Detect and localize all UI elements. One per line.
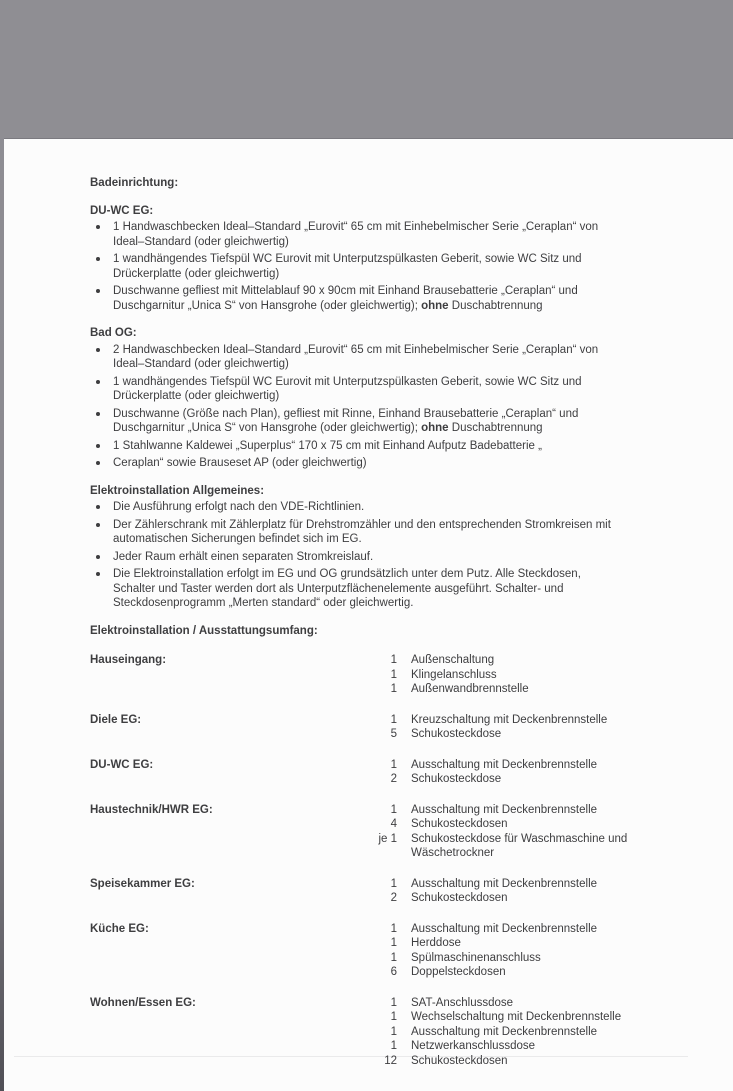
bullet-dot <box>96 289 100 293</box>
bullet-item <box>90 375 669 404</box>
bullet-list-du-wc-eg <box>90 220 669 313</box>
equipment-table <box>90 653 669 1068</box>
item-text-line: Netzwerkanschlussdose <box>411 1040 536 1052</box>
table-row <box>90 877 669 906</box>
item-text-line: Außenwandbrennstelle <box>411 683 529 695</box>
items-column <box>367 877 669 906</box>
item-description <box>411 727 501 742</box>
bullet-text-line <box>113 357 669 372</box>
item-description <box>411 803 597 818</box>
text-segment: Die Elektroinstallation erfolgt im EG und OG grundsätzlich unter dem Putz. Alle Steckdosen, <box>113 568 581 580</box>
section-heading-du-wc-eg: DU-WC EG: <box>90 204 154 217</box>
item-description <box>411 951 541 966</box>
text-segment: Duschwanne gefliest mit Mittelablauf 90 x 90cm mit Einhand Brausebatterie „Ceraplan“ und <box>113 285 578 297</box>
bullet-text-line <box>113 567 669 582</box>
item-row <box>367 922 669 937</box>
bullet-text-line <box>113 343 669 358</box>
item-text-line: Außenschaltung <box>411 654 495 666</box>
item-text-line: Ausschaltung mit Deckenbrennstelle <box>411 877 598 890</box>
bullet-text-line <box>113 456 669 471</box>
quantity: 1 <box>390 713 397 726</box>
item-row <box>367 936 669 951</box>
text-segment: Die Ausführung erfolgt nach den VDE-Richtlinien. <box>113 501 365 513</box>
item-description <box>411 713 607 728</box>
bullet-dot <box>96 523 100 527</box>
item-row <box>367 682 669 697</box>
quantity: 2 <box>390 892 397 904</box>
item-text-line: Kreuzschaltung mit Deckenbrennstelle <box>411 713 608 726</box>
section-heading-bad-og: Bad OG: <box>90 327 137 339</box>
text-segment: Duschgarnitur „Unica S“ von Hansgrohe (oder gleichwertig); <box>113 422 422 434</box>
item-text-line: Schukosteckdose <box>411 728 502 740</box>
bullet-text-line <box>113 389 669 404</box>
item-description <box>411 996 513 1011</box>
table-row <box>90 803 669 861</box>
item-description <box>411 891 508 906</box>
quantity: 5 <box>390 728 397 740</box>
room-label: Wohnen/Essen EG: <box>90 996 196 1009</box>
table-row <box>90 922 669 980</box>
text-segment: Duschwanne (Größe nach Plan), gefliest mit Rinne, Einhand Brausebatterie „Ceraplan“ und <box>113 407 579 420</box>
quantity: 12 <box>384 1054 397 1067</box>
bullet-text-line <box>113 421 669 436</box>
bullet-dot <box>96 555 100 559</box>
bullet-item <box>90 500 669 515</box>
bullet-text-line <box>113 284 669 299</box>
text-segment: Jeder Raum erhält einen separaten Stromkreislauf. <box>113 550 374 563</box>
bullet-dot <box>96 572 100 576</box>
text-segment: 1 wandhängendes Tiefspül WC Eurovit mit Unterputzspülkasten Geberit, sowie WC Sitz und <box>113 375 582 388</box>
item-text-line: Ausschaltung mit Deckenbrennstelle <box>411 758 598 771</box>
bullet-text-line <box>113 407 669 422</box>
text-segment: Ideal–Standard (oder gleichwertig) <box>113 235 289 248</box>
quantity: 1 <box>390 803 397 816</box>
bullet-text-line <box>113 518 669 533</box>
item-description <box>411 817 508 832</box>
quantity: 1 <box>390 1025 397 1038</box>
bullet-dot <box>96 257 100 261</box>
table-row <box>90 653 669 697</box>
quantity: 1 <box>390 877 397 890</box>
item-description <box>411 758 597 773</box>
item-description <box>411 965 506 980</box>
section-heading-badeinrichtung: Badeinrichtung: <box>90 177 179 189</box>
item-text-line: Schukosteckdosen <box>411 818 508 830</box>
bullet-item <box>90 518 669 547</box>
items-column <box>367 996 669 1069</box>
item-row <box>367 1039 669 1054</box>
quantity: 1 <box>390 683 397 695</box>
item-row <box>367 653 669 668</box>
text-segment: Duschabtrennung <box>448 422 543 434</box>
item-description <box>411 1010 621 1025</box>
room-label: Speisekammer EG: <box>90 877 195 890</box>
items-column <box>367 922 669 980</box>
item-description <box>411 653 494 668</box>
item-text-line: Wäschetrockner <box>411 847 495 859</box>
item-text-line: SAT-Anschlussdose <box>411 996 514 1009</box>
item-row <box>367 1010 669 1025</box>
text-segment: Der Zählerschrank mit Zählerplatz für Drehstromzähler und den entsprechenden Stromkreisen mit <box>113 518 611 531</box>
bullet-dot <box>96 444 100 448</box>
bullet-text-line <box>113 596 669 611</box>
bullet-item <box>90 550 669 565</box>
quantity: 1 <box>390 668 397 681</box>
bullet-dot <box>96 348 100 352</box>
bullet-item <box>90 284 669 313</box>
sections <box>90 176 669 638</box>
bullet-text-line <box>113 252 669 267</box>
text-segment: Ideal–Standard (oder gleichwertig) <box>113 358 289 370</box>
text-segment: 1 Handwaschbecken Ideal–Standard „Eurovit“ 65 cm mit Einhebelmischer Serie „Ceraplan“ von <box>113 221 599 233</box>
quantity: 1 <box>390 654 397 666</box>
item-row <box>367 758 669 773</box>
quantity: 1 <box>390 758 397 771</box>
item-description <box>411 668 497 683</box>
bullet-text-line <box>113 220 669 235</box>
text-segment: 1 Stahlwanne Kaldewei „Superplus“ 170 x 75 cm mit Einhand Aufputz Badebatterie „ <box>113 439 542 452</box>
scan-artifact-line <box>14 1056 688 1057</box>
item-row <box>367 832 669 861</box>
item-description <box>411 832 627 861</box>
document-page <box>4 138 733 1091</box>
text-segment: Drückerplatte (oder gleichwertig) <box>113 267 280 280</box>
text-segment: Drückerplatte (oder gleichwertig) <box>113 390 280 402</box>
bullet-item <box>90 567 669 611</box>
item-row <box>367 772 669 787</box>
item-row <box>367 891 669 906</box>
item-text-line: Herddose <box>411 937 461 949</box>
item-row <box>367 817 669 832</box>
text-segment: Duschgarnitur „Unica S“ von Hansgrohe (oder gleichwertig); <box>113 299 422 312</box>
bullet-item <box>90 407 669 436</box>
room-label: Diele EG: <box>90 713 142 726</box>
item-text-line: Ausschaltung mit Deckenbrennstelle <box>411 922 598 935</box>
item-row <box>367 877 669 892</box>
item-text-line: Ausschaltung mit Deckenbrennstelle <box>411 1025 598 1038</box>
text-segment: automatischen Sicherungen befindet sich im EG. <box>113 533 362 545</box>
item-description <box>411 772 501 787</box>
text-segment: 1 wandhängendes Tiefspül WC Eurovit mit Unterputzspülkasten Geberit, sowie WC Sitz und <box>113 253 582 265</box>
item-row <box>367 965 669 980</box>
section-heading-elektro-allgemeines: Elektroinstallation Allgemeines: <box>90 484 265 497</box>
room-label: Hauseingang: <box>90 654 167 666</box>
item-description <box>411 936 461 951</box>
bullet-text-line <box>113 550 669 565</box>
item-text-line: Wechselschaltung mit Deckenbrennstelle <box>411 1011 622 1023</box>
bullet-item <box>90 220 669 249</box>
items-column <box>367 713 669 742</box>
quantity: je 1 <box>378 832 397 845</box>
bullet-text-line <box>113 267 669 282</box>
table-row <box>90 996 669 1069</box>
bullet-list-bad-og <box>90 343 669 471</box>
bullet-item <box>90 343 669 372</box>
bullet-text-line <box>113 532 669 547</box>
item-row <box>367 1025 669 1040</box>
bullet-list-elektro-allgemeines <box>90 500 669 611</box>
text-segment: Duschabtrennung <box>448 299 543 312</box>
room-label: DU-WC EG: <box>90 758 154 771</box>
item-description <box>411 682 529 697</box>
bullet-dot <box>96 412 100 416</box>
bullet-dot <box>96 461 100 465</box>
bullet-dot <box>96 225 100 229</box>
item-text-line: Schukosteckdose <box>411 773 502 785</box>
item-description <box>411 1025 597 1040</box>
text-segment: ohne <box>421 422 449 434</box>
bullet-dot <box>96 505 100 509</box>
item-row <box>367 996 669 1011</box>
item-text-line: Klingelanschluss <box>411 668 497 681</box>
text-segment: Schalter und Taster werden dort als Unterputzflächenelemente ausgeführt. Schalter- und <box>113 582 564 595</box>
quantity: 1 <box>390 951 397 964</box>
bullet-item <box>90 456 669 471</box>
bullet-item <box>90 252 669 281</box>
bullet-text-line <box>113 439 669 454</box>
item-text-line: Ausschaltung mit Deckenbrennstelle <box>411 803 598 816</box>
item-description <box>411 1039 535 1054</box>
item-text-line: Schukosteckdose für Waschmaschine und <box>411 832 628 845</box>
table-row <box>90 713 669 742</box>
quantity: 1 <box>390 922 397 935</box>
bullet-dot <box>96 380 100 384</box>
bullet-text-line <box>113 375 669 390</box>
text-segment: ohne <box>421 299 449 312</box>
items-column <box>367 803 669 861</box>
items-column <box>367 653 669 697</box>
quantity: 1 <box>390 937 397 949</box>
item-text-line: Spülmaschinenanschluss <box>411 951 541 964</box>
item-text-line: Doppelsteckdosen <box>411 966 506 978</box>
quantity: 2 <box>390 773 397 785</box>
quantity: 1 <box>390 996 397 1009</box>
item-description <box>411 877 597 892</box>
quantity: 1 <box>390 1011 397 1023</box>
text-segment: Ceraplan“ sowie Brauseset AP (oder gleichwertig) <box>113 457 367 469</box>
bullet-text-line <box>113 500 669 515</box>
item-description <box>411 922 597 937</box>
page-content <box>4 139 733 1068</box>
item-text-line: Schukosteckdosen <box>411 1054 508 1067</box>
text-segment: 2 Handwaschbecken Ideal–Standard „Eurovit“ 65 cm mit Einhebelmischer Serie „Ceraplan“ von <box>113 343 599 356</box>
section-heading-elektro-umfang: Elektroinstallation / Ausstattungsumfang: <box>90 624 318 637</box>
quantity: 1 <box>390 1040 397 1052</box>
bullet-text-line <box>113 582 669 597</box>
item-row <box>367 668 669 683</box>
room-label: Küche EG: <box>90 922 149 935</box>
item-row <box>367 713 669 728</box>
room-label: Haustechnik/HWR EG: <box>90 803 213 816</box>
item-row <box>367 727 669 742</box>
bullet-item <box>90 439 669 454</box>
item-row <box>367 803 669 818</box>
bullet-text-line <box>113 235 669 250</box>
quantity: 4 <box>390 818 397 830</box>
items-column <box>367 758 669 787</box>
quantity: 6 <box>390 966 397 978</box>
table-row <box>90 758 669 787</box>
text-segment: Steckdosenprogramm „Merten standard“ oder gleichwertig. <box>113 597 414 609</box>
bullet-text-line <box>113 299 669 314</box>
item-text-line: Schukosteckdosen <box>411 892 508 904</box>
item-row <box>367 951 669 966</box>
